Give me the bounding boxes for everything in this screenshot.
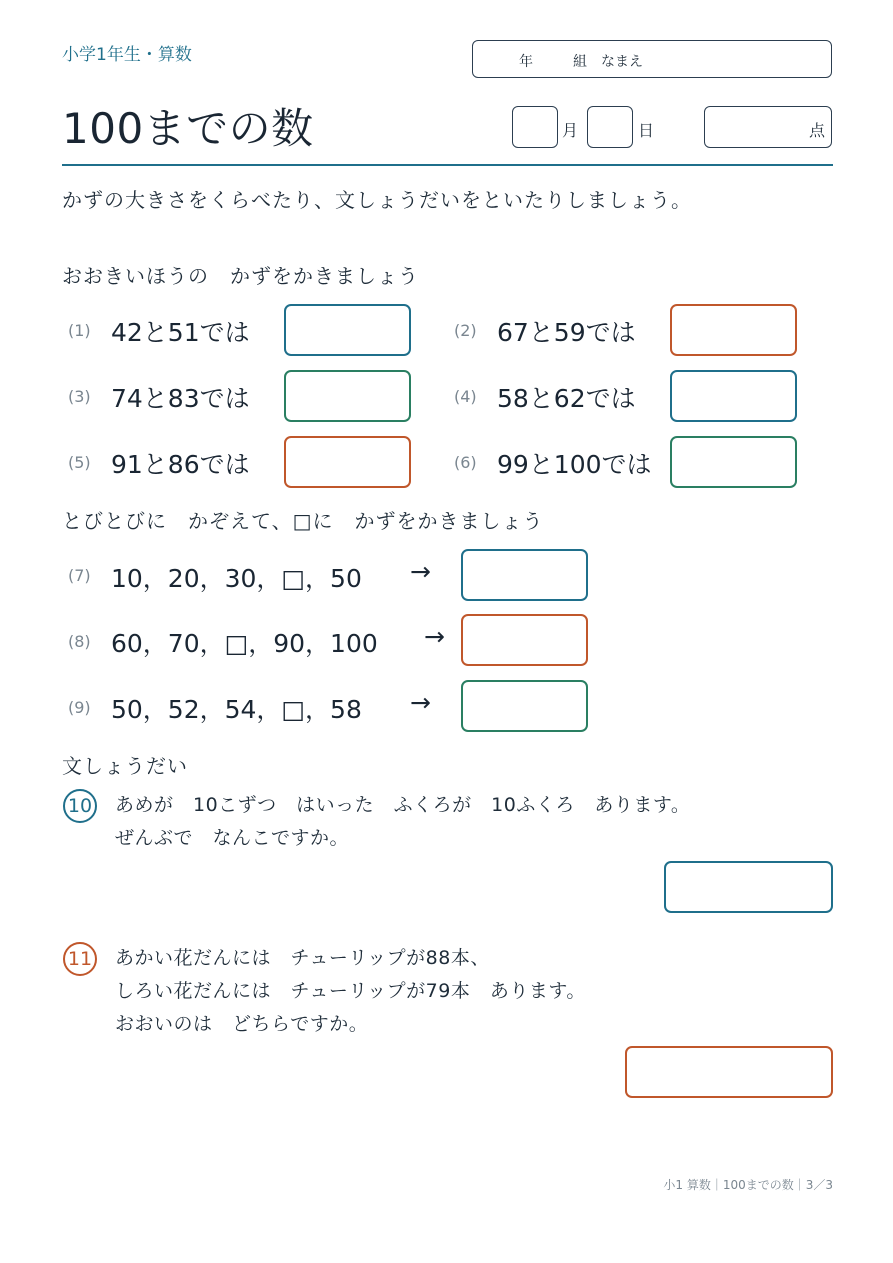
problem-line: しろい花だんには チューリップが79本 あります。 bbox=[115, 980, 586, 1002]
answer-box-5[interactable] bbox=[284, 436, 411, 488]
problem-line: おおいのは どちらですか。 bbox=[115, 1013, 369, 1035]
answer-box-2[interactable] bbox=[670, 304, 797, 356]
score-label: 点 bbox=[808, 121, 825, 140]
word-problem-text bbox=[115, 942, 586, 1041]
answer-box-4[interactable] bbox=[670, 370, 797, 422]
question-number: (7) bbox=[68, 566, 91, 585]
sequence-text: 10，20，30，□，50 bbox=[111, 564, 362, 593]
question-number: (4) bbox=[454, 387, 477, 406]
question-number: (9) bbox=[68, 698, 91, 717]
name-label: なまえ bbox=[601, 54, 643, 70]
question-text: 67と59では bbox=[497, 318, 636, 347]
arrow-icon: → bbox=[410, 688, 431, 717]
problem-number-badge: 10 bbox=[63, 789, 97, 823]
section1-heading: おおきいほうの かずをかきましょう bbox=[62, 264, 419, 288]
month-label: 月 bbox=[562, 121, 579, 140]
day-label: 日 bbox=[638, 121, 655, 140]
day-input[interactable] bbox=[587, 106, 633, 148]
page-title: 100までの数 bbox=[62, 104, 314, 153]
question-text: 58と62では bbox=[497, 384, 636, 413]
question-number: (1) bbox=[68, 321, 91, 340]
answer-box-10[interactable] bbox=[664, 861, 833, 913]
answer-box-11[interactable] bbox=[625, 1046, 833, 1098]
question-text: 99と100では bbox=[497, 450, 652, 479]
class-group-label: 組 bbox=[573, 54, 587, 70]
answer-box-6[interactable] bbox=[670, 436, 797, 488]
arrow-icon: → bbox=[424, 622, 445, 651]
question-text: 42と51では bbox=[111, 318, 250, 347]
answer-box-8[interactable] bbox=[461, 614, 588, 666]
answer-box-7[interactable] bbox=[461, 549, 588, 601]
question-number: (3) bbox=[68, 387, 91, 406]
problem-line: あかい花だんには チューリップが88本、 bbox=[115, 947, 490, 969]
answer-box-9[interactable] bbox=[461, 680, 588, 732]
answer-box-1[interactable] bbox=[284, 304, 411, 356]
problem-line: ぜんぶで なんこですか。 bbox=[115, 827, 350, 849]
month-input[interactable] bbox=[512, 106, 558, 148]
sequence-text: 50，52，54，□，58 bbox=[111, 695, 362, 724]
score-input[interactable] bbox=[704, 106, 832, 148]
instructions: かずの大きさをくらべたり、文しょうだいをといたりしましょう。 bbox=[62, 188, 692, 212]
problem-number-badge: 11 bbox=[63, 942, 97, 976]
answer-box-3[interactable] bbox=[284, 370, 411, 422]
section2-heading: とびとびに かぞえて、□に かずをかきましょう bbox=[62, 509, 544, 533]
problem-line: あめが 10こずつ はいった ふくろが 10ふくろ あります。 bbox=[115, 794, 691, 816]
section3-heading: 文しょうだい bbox=[62, 754, 188, 778]
name-field[interactable] bbox=[472, 40, 832, 78]
question-text: 91と86では bbox=[111, 450, 250, 479]
question-number: (8) bbox=[68, 632, 91, 651]
subject-label: 小学1年生・算数 bbox=[62, 45, 192, 65]
header-divider bbox=[62, 164, 833, 166]
word-problem-text bbox=[115, 789, 690, 855]
page-footer: 小1 算数｜100までの数｜3／3 bbox=[663, 1178, 833, 1192]
question-number: (2) bbox=[454, 321, 477, 340]
question-number: (5) bbox=[68, 453, 91, 472]
question-number: (6) bbox=[454, 453, 477, 472]
sequence-text: 60，70，□，90，100 bbox=[111, 629, 378, 658]
question-text: 74と83では bbox=[111, 384, 250, 413]
arrow-icon: → bbox=[410, 557, 431, 586]
class-year-label: 年 bbox=[519, 54, 533, 70]
